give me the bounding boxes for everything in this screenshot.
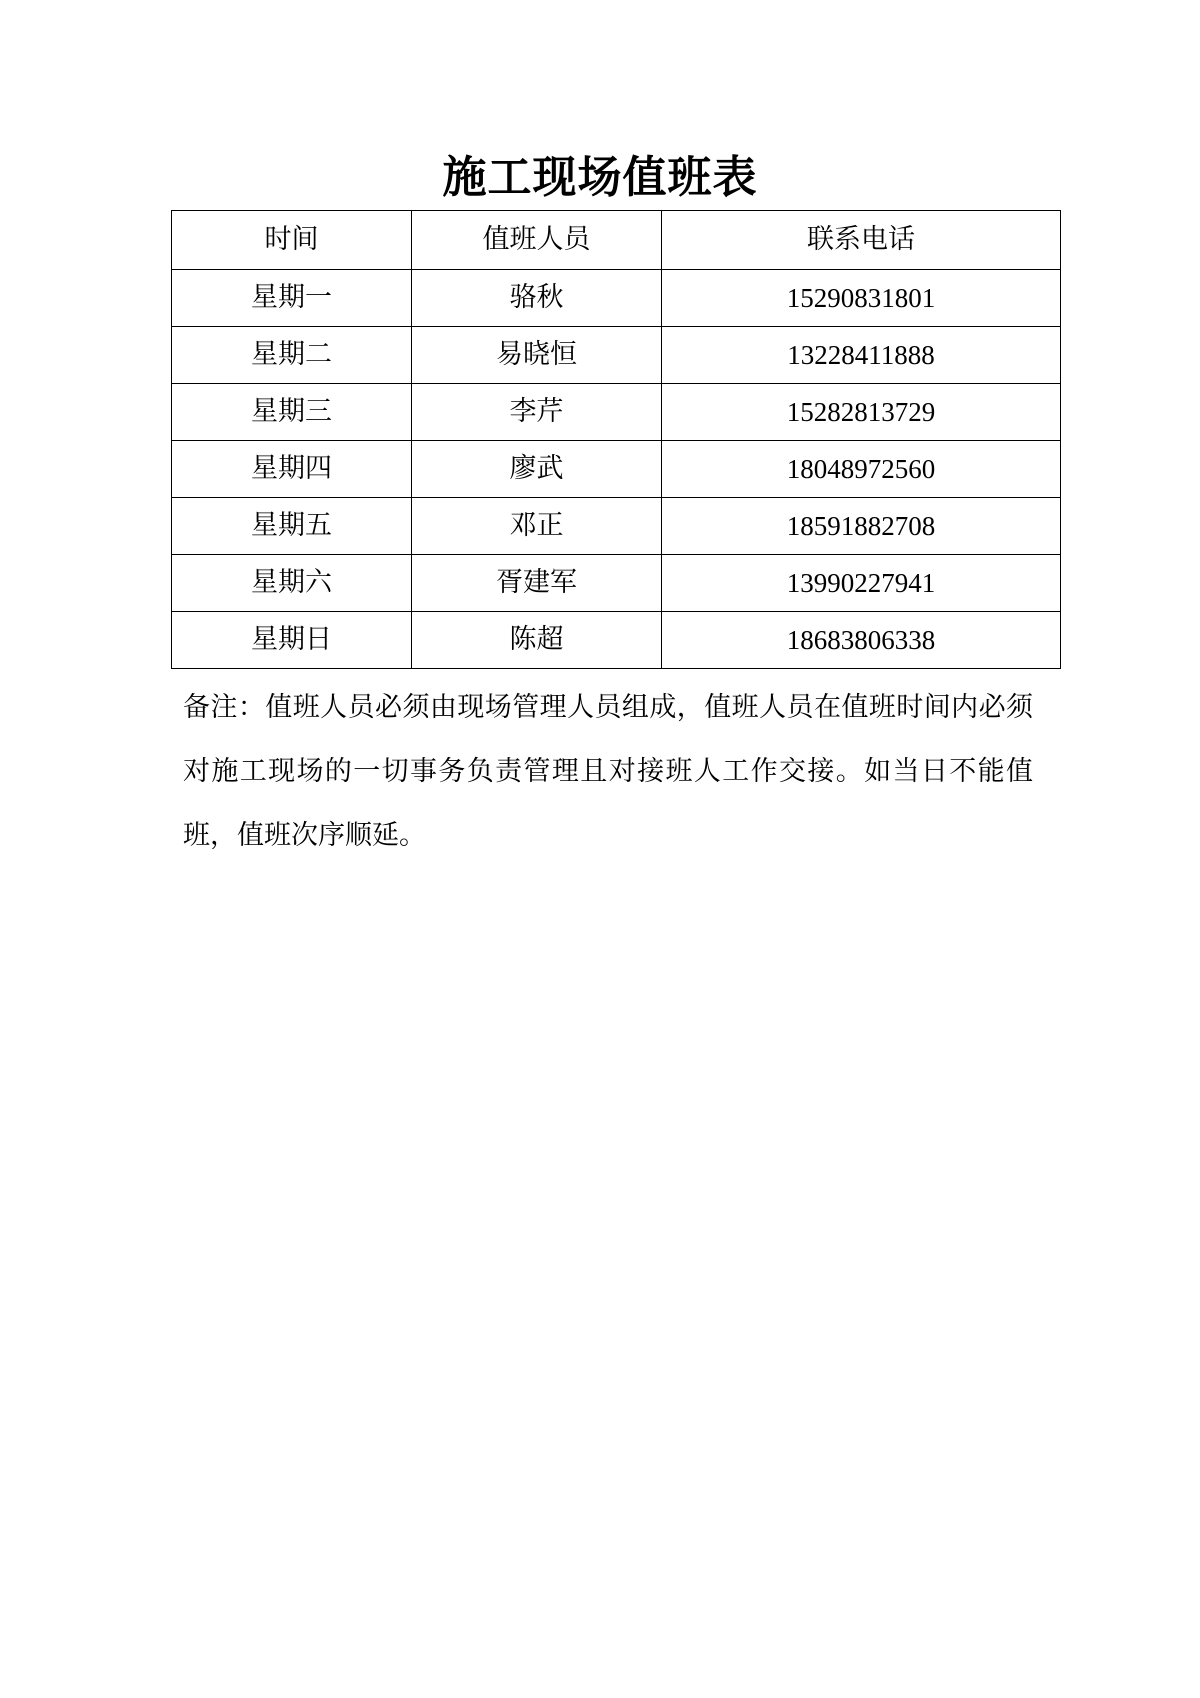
remarks-note: 备注：值班人员必须由现场管理人员组成，值班人员在值班时间内必须对施工现场的一切事务负责管理且对接班人工作交接。如当日不能值班，值班次序顺延。 [183,692,1033,851]
name-cell: 陈超 [412,612,662,669]
phone-cell: 13228411888 [662,327,1061,384]
header-name: 值班人员 [412,211,662,270]
name-cell: 邓正 [412,498,662,555]
name-cell: 骆秋 [412,270,662,327]
phone-cell: 15282813729 [662,384,1061,441]
day-cell: 星期日 [172,612,412,669]
name-cell: 廖武 [412,441,662,498]
phone-cell: 18683806338 [662,612,1061,669]
day-cell: 星期六 [172,555,412,612]
day-cell: 星期四 [172,441,412,498]
table-row [172,612,1061,669]
table-header-row [172,211,1061,270]
phone-cell: 18591882708 [662,498,1061,555]
phone-cell: 13990227941 [662,555,1061,612]
phone-cell: 18048972560 [662,441,1061,498]
page-title: 施工现场值班表 [442,152,758,203]
table-row [172,327,1061,384]
day-cell: 星期二 [172,327,412,384]
name-cell: 胥建军 [412,555,662,612]
table-row [172,498,1061,555]
table-row [172,555,1061,612]
phone-cell: 15290831801 [662,270,1061,327]
day-cell: 星期一 [172,270,412,327]
table-row [172,441,1061,498]
name-cell: 易晓恒 [412,327,662,384]
table-row [172,384,1061,441]
name-cell: 李芹 [412,384,662,441]
day-cell: 星期三 [172,384,412,441]
table-row [172,270,1061,327]
duty-schedule-table [171,210,1061,669]
header-day: 时间 [172,211,412,270]
day-cell: 星期五 [172,498,412,555]
header-phone: 联系电话 [662,211,1061,270]
